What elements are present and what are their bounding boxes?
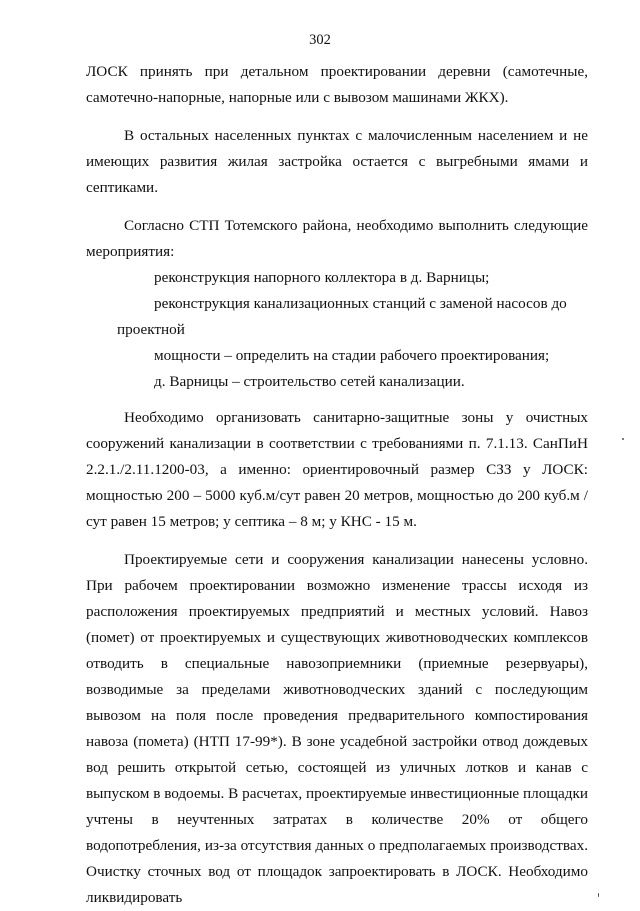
paragraph-continuation: ЛОСК принять при детальном проектировании деревни (самотечные, самотечно-напорные, напорные или с вывозом машинами ЖКХ). bbox=[86, 63, 588, 106]
measure-item: реконструкция канализационных станций с заменой насосов до bbox=[154, 295, 567, 312]
paragraph-small-settlements: В остальных населенных пунктах с малочисленным населением и не имеющих развития жилая застройка остается с выгребными ямами и септиками. bbox=[86, 127, 588, 196]
paragraph-measures-intro: Согласно СТП Тотемского района, необходимо выполнить следующие мероприятия: bbox=[86, 217, 588, 260]
scan-speck bbox=[598, 893, 599, 897]
measure-item: мощности – определить на стадии рабочего проектирования; bbox=[154, 347, 550, 364]
measure-item-continuation: проектной bbox=[117, 321, 185, 338]
measure-item: д. Варницы – строительство сетей канализации. bbox=[154, 373, 465, 390]
scan-speck bbox=[622, 438, 624, 440]
measures-list bbox=[86, 265, 588, 395]
paragraph-sewer-networks: Проектируемые сети и сооружения канализации нанесены условно. При рабочем проектировании возможно изменение трассы исходя из расположения проектируемых предприятий и местных условий. Навоз (помет) от проектируемых и существующих животноводческих комплексов отводить в специальные навозоприемники (приемные резервуары), возводимые за пределами животноводческих зданий с последующим вывозом на поля после проведения предварительного компостирования навоза (помета) (НТП 17-99*). В зоне усадебной застройки отвод дождевых вод решить открытой сетью, состоящей из уличных лотков и канав с выпуском в водоемы. В расчетах, проектируемые инвестиционные площадки учтены в неучтенных затратах в количестве 20% от общего водопотребления, из-за отсутствия данных о предполагаемых производствах. Очистку сточных вод от площадок запроектировать в ЛОСК. Необходимо ликвидировать bbox=[86, 551, 588, 906]
paragraph-sanitary-zones: Необходимо организовать санитарно-защитные зоны у очистных сооружений канализации в соответствии с требованиями п. 7.1.13. СанПиН 2.2.1./2.11.1200-03, а именно: ориентировочный размер СЗЗ у ЛОСК: мощностью 200 – 5000 куб.м/сут равен 20 метров, мощностью до 200 куб.м /сут равен 15 метров; у септика – 8 м; у КНС - 15 м. bbox=[86, 409, 588, 530]
document-body bbox=[86, 59, 588, 911]
page-number: 302 bbox=[309, 32, 331, 48]
measure-item: реконструкция напорного коллектора в д. Варницы; bbox=[154, 269, 490, 286]
